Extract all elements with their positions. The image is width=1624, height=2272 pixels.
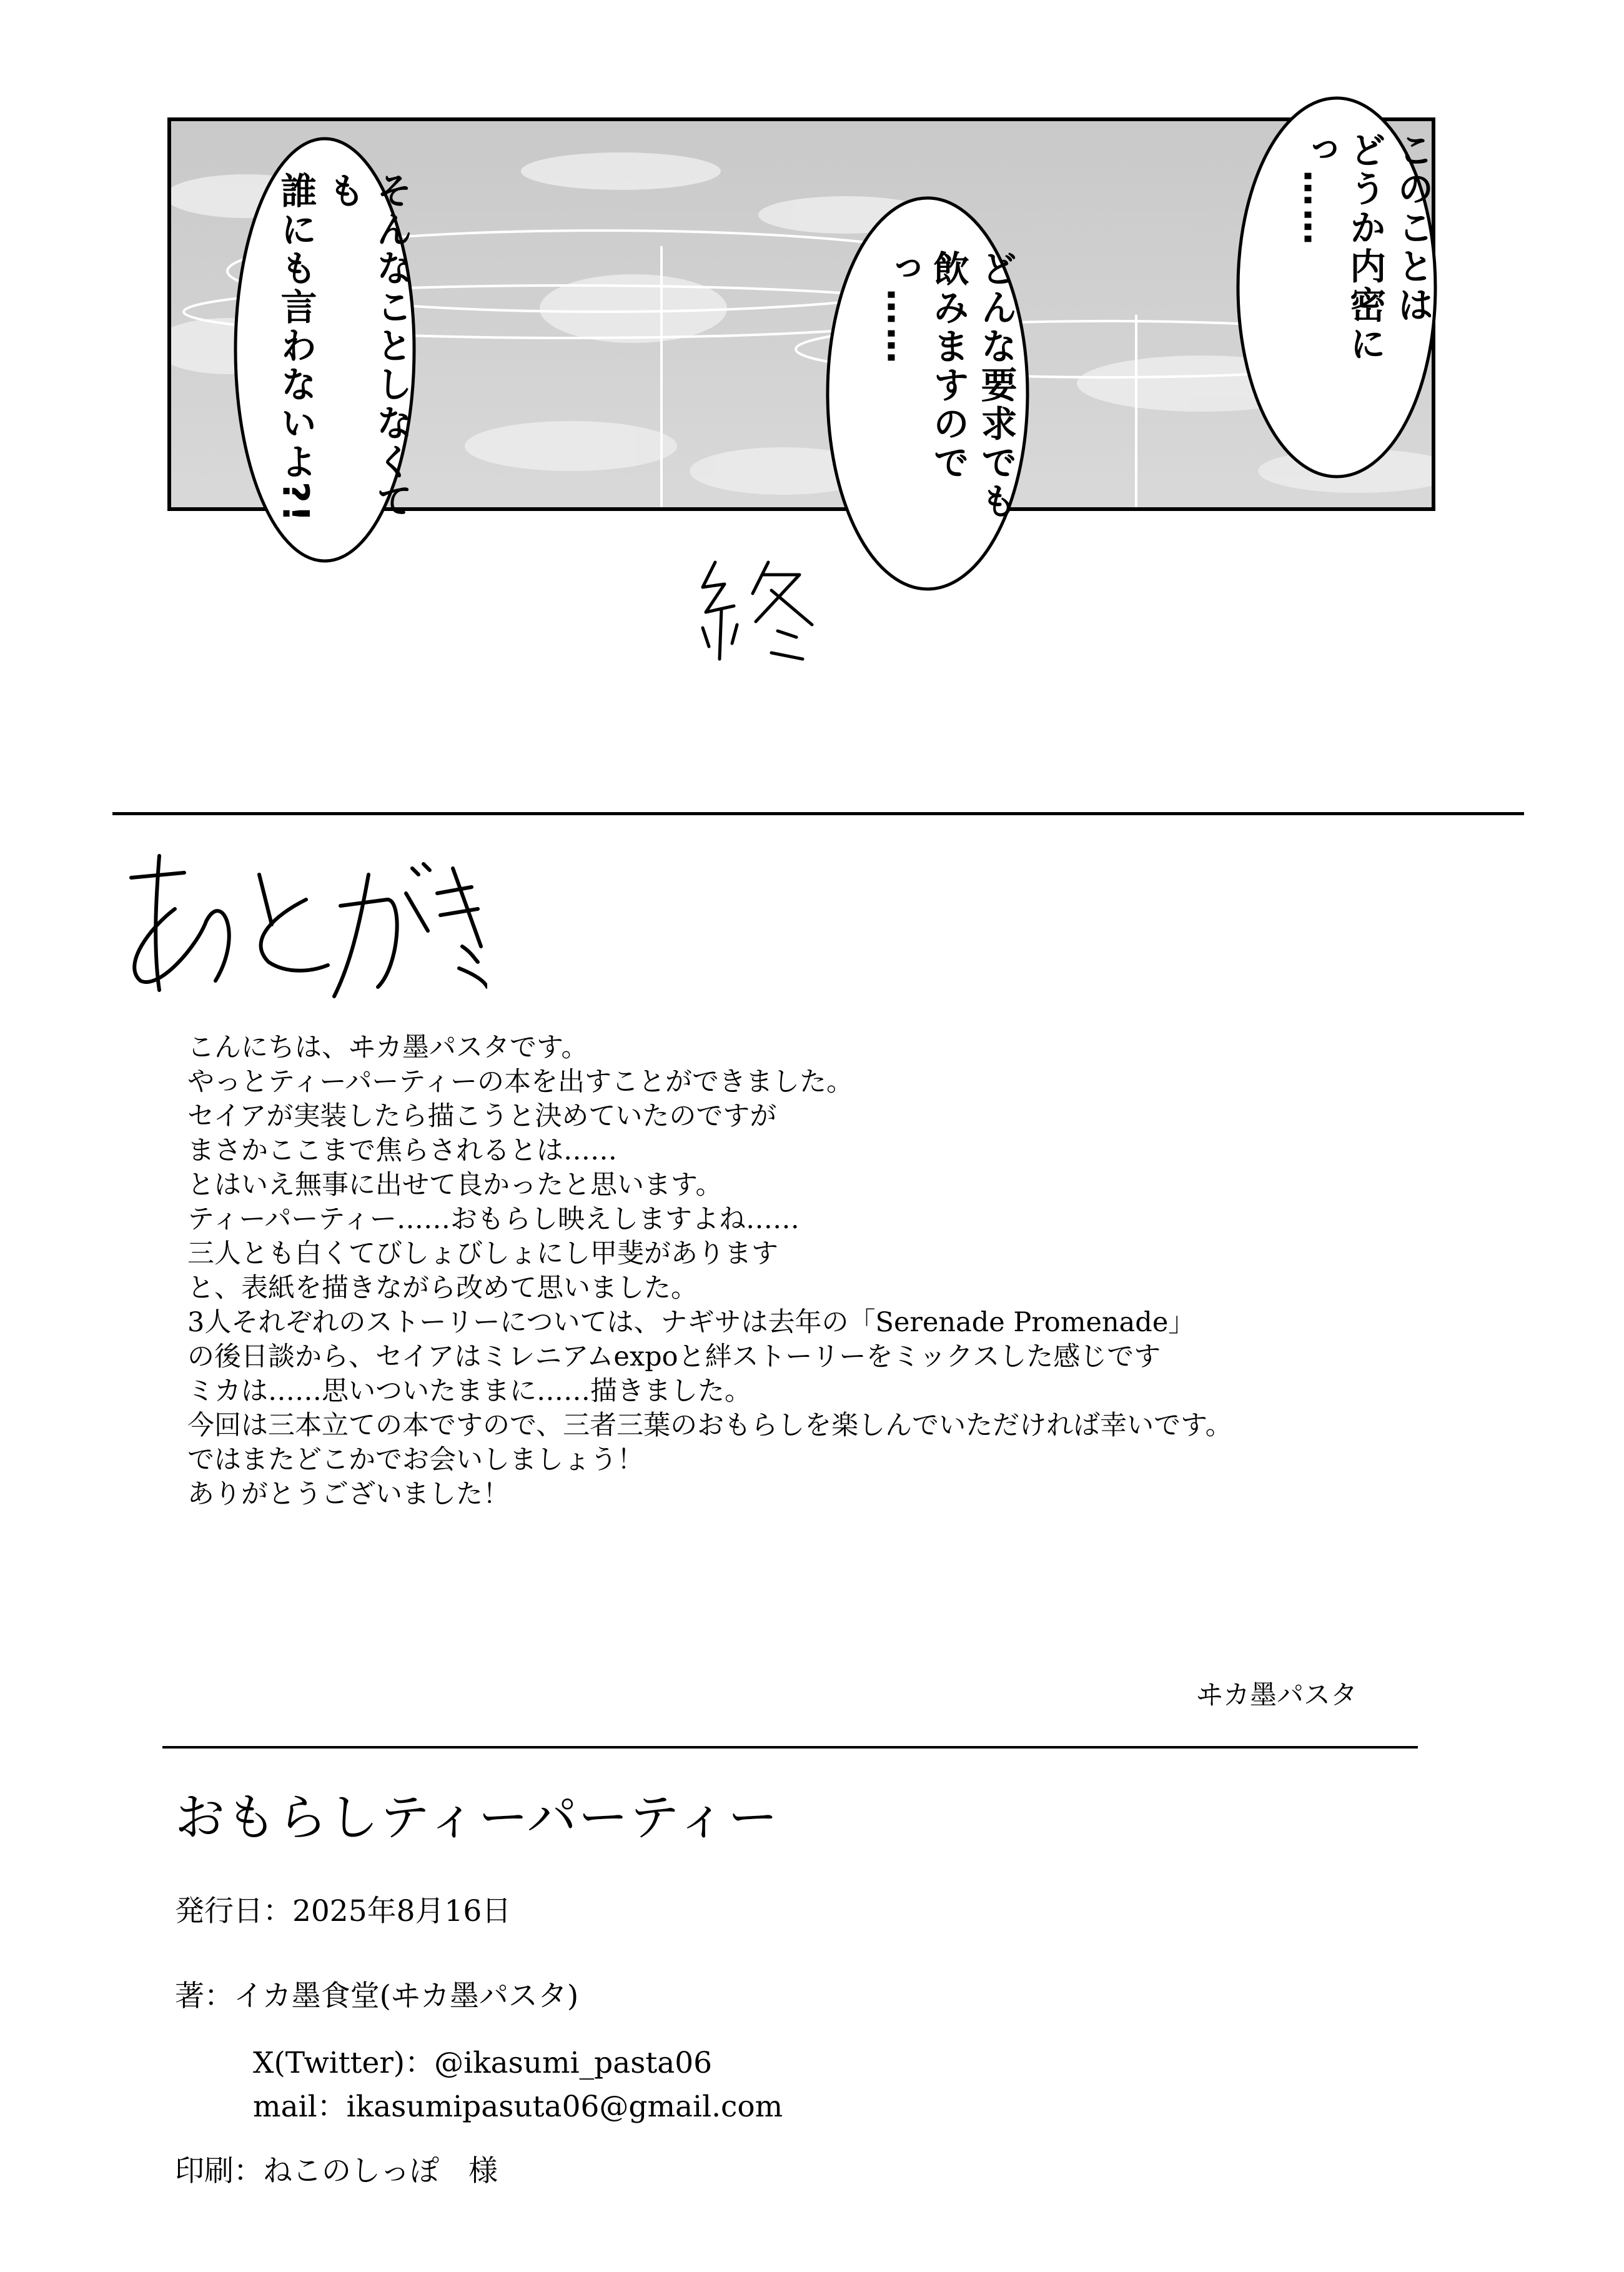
afterword-line: やっとティーパーティーの本を出すことができました。: [187, 1066, 853, 1098]
afterword-line: の後日談から、セイアはミレニアムexpoと絆ストーリーをミックスした感じです: [187, 1341, 1161, 1372]
speech-bubble-left: [231, 134, 418, 565]
afterword-line: 三人とも白くてびしょびしょにし甲斐があります: [187, 1238, 778, 1269]
book-title: おもらしティーパーティー: [175, 1788, 780, 1847]
afterword-line: ではまたどこかでお会いしましょう！: [187, 1444, 644, 1476]
afterword-line: 3人それぞれのストーリーについては、ナギサは去年の「Serenade Promenade」: [187, 1307, 1196, 1338]
afterword-line: こんにちは、ヰカ墨パスタです。: [187, 1032, 588, 1063]
afterword-line: ティーパーティー……おもらし映えしますよね……: [187, 1204, 800, 1235]
afterword-heading: [112, 840, 487, 1018]
section-divider: [112, 812, 1524, 815]
bubble-left-line-1: そんなことしなくても: [322, 172, 413, 520]
afterword-body: [187, 1031, 1437, 1512]
speech-bubble-right: [1234, 94, 1440, 481]
afterword-line: ありがとうございました！: [187, 1479, 510, 1510]
afterword-line: とはいえ無事に出せて良かったと思います。: [187, 1169, 723, 1201]
afterword-line: セイアが実装したら描こうと決めていたのですが: [187, 1101, 777, 1132]
afterword-line: と、表紙を描きながら改めて思いました。: [187, 1272, 698, 1304]
printer-credit: 印刷：ねこのしっぽ 様: [175, 2154, 498, 2188]
end-mark: [687, 550, 837, 677]
contact-email: mail：ikasumipasuta06@gmail.com: [253, 2090, 783, 2124]
bubble-right-line-1: このことは: [1391, 131, 1434, 325]
twitter-handle: X(Twitter)：@ikasumi_pasta06: [253, 2046, 713, 2080]
bubble-middle-line-1: どんな要求でも: [974, 250, 1017, 521]
afterword-line: まさかここまで焦らされるとは……: [187, 1135, 617, 1166]
afterword-line: 今回は三本立ての本ですので、三者三葉のおもらしを楽しんでいただければ幸いです。: [187, 1410, 1232, 1441]
publish-date: 発行日：2025年8月16日: [175, 1894, 512, 1928]
author-credit: 著：イカ墨食堂(ヰカ墨パスタ): [175, 1979, 579, 2013]
bubble-middle-line-2: 飲みますのでっ……: [879, 250, 970, 482]
bubble-right-line-2: どうか内密にっ……: [1295, 131, 1387, 364]
afterword-line: ミカは……思いついたままに……描きました。: [187, 1376, 751, 1407]
afterword-signature: ヰカ墨パスタ: [1196, 1680, 1357, 1711]
colophon-divider: [162, 1746, 1418, 1749]
speech-bubble-middle: [823, 194, 1032, 593]
bubble-left-line-2: 誰にも言わないよ?!: [274, 172, 317, 525]
